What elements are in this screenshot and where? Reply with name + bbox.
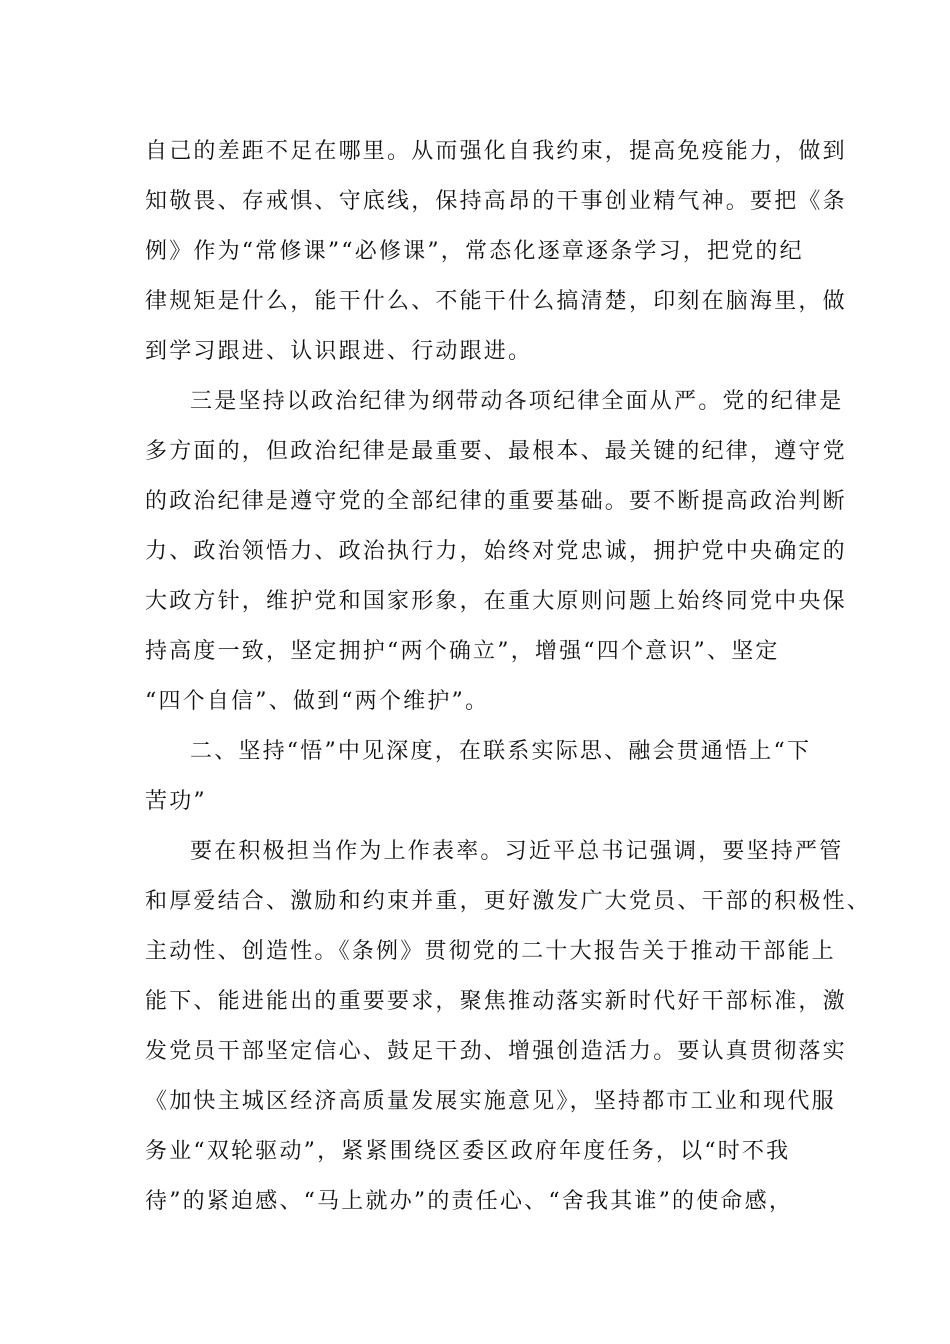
text-line: 主动性、创造性。《条例》贯彻党的二十大报告关于推动干部能上 xyxy=(145,939,836,964)
section-heading-cont: 苦功” xyxy=(145,789,207,814)
section-heading: 二、坚持“悟”中见深度，在联系实际思、融会贯通悟上“下 xyxy=(190,739,812,764)
text-line: 自己的差距不足在哪里。从而强化自我约束，提高免疫能力，做到 xyxy=(145,139,847,164)
text-line: 知敬畏、存戒惧、守底线，保持高昂的干事创业精气神。要把《条 xyxy=(145,189,847,214)
text-line: 待”的紧迫感、“马上就办”的责任心、“舍我其谁”的使命感， xyxy=(145,1189,794,1214)
text-line: “四个自信”、做到“两个维护”。 xyxy=(145,689,490,714)
paragraph-start: 要在积极担当作为上作表率。习近平总书记强调，要坚持严管 xyxy=(190,839,844,864)
text-line: 和厚爱结合、激励和约束并重，更好激发广大党员、干部的积极性、 xyxy=(145,889,872,914)
text-line: 务业“双轮驱动”，紧紧围绕区委区政府年度任务，以“时不我 xyxy=(145,1139,791,1164)
text-line: 的政治纪律是遵守党的全部纪律的重要基础。要不断提高政治判断 xyxy=(145,489,847,514)
text-line: 律规矩是什么，能干什么、不能干什么搞清楚，印刻在脑海里，做 xyxy=(145,289,847,314)
text-line: 能下、能进能出的重要要求，聚焦推动落实新时代好干部标准，激 xyxy=(145,989,847,1014)
text-line: 《加快主城区经济高质量发展实施意见》，坚持都市工业和现代服 xyxy=(145,1089,836,1114)
text-line: 大政方针，维护党和国家形象，在重大原则问题上始终同党中央保 xyxy=(145,589,847,614)
paragraph-start: 三是坚持以政治纪律为纲带动各项纪律全面从严。党的纪律是 xyxy=(190,389,844,414)
text-line: 力、政治领悟力、政治执行力，始终对党忠诚，拥护党中央确定的 xyxy=(145,539,847,564)
text-line: 发党员干部坚定信心、鼓足干劲、增强创造活力。要认真贯彻落实 xyxy=(145,1039,847,1064)
text-line: 例》作为“常修课”“必修课”，常态化逐章逐条学习，把党的纪 xyxy=(145,239,804,264)
text-line: 持高度一致，坚定拥护“两个确立”，增强“四个意识”、坚定 xyxy=(145,639,780,664)
text-line: 到学习跟进、认识跟进、行动跟进。 xyxy=(145,339,533,364)
text-line: 多方面的，但政治纪律是最重要、最根本、最关键的纪律，遵守党 xyxy=(145,439,847,464)
